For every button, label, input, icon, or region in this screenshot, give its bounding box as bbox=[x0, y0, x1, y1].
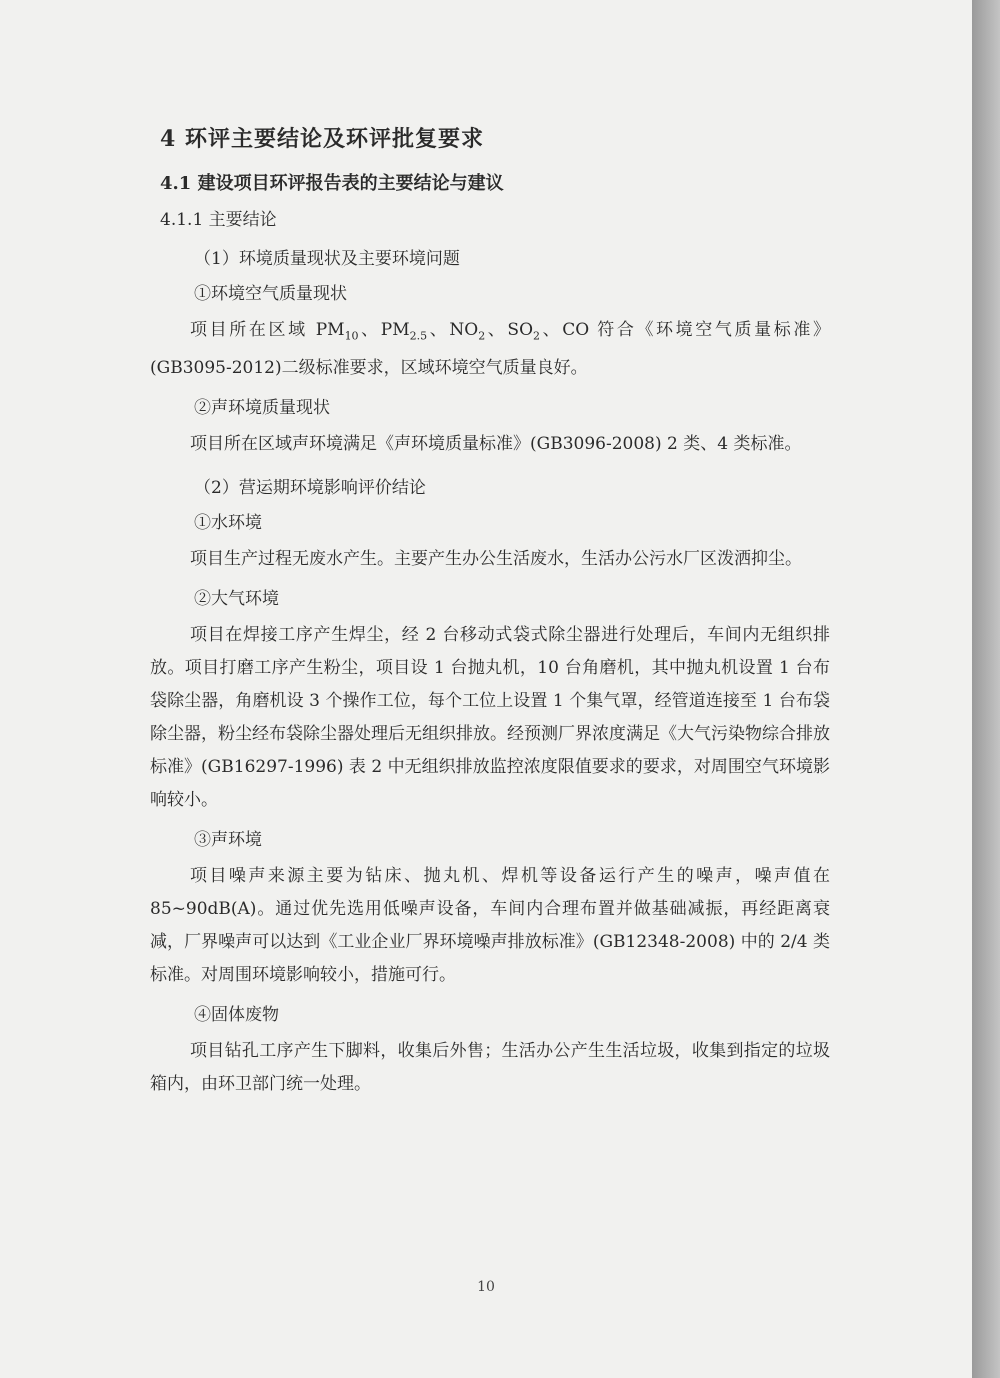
air-text-mid2: 、NO bbox=[427, 320, 479, 340]
chapter-title: 4 环评主要结论及环评批复要求 bbox=[160, 126, 484, 152]
air-text-mid3: 、SO bbox=[485, 320, 534, 340]
water-heading: ①水环境 bbox=[194, 513, 262, 534]
sound-paragraph: 项目噪声来源主要为钻床、抛丸机、焊机等设备运行产生的噪声，噪声值在 85~90dB(A)。通过优先选用低噪声设备，车间内合理布置并做基础减振，再经距离衰减，厂界噪声可以达到《工业企业厂界环境噪声排放标准》(GB12348-2008) 中的 2/4 类标准。对周围环境影响较小，措施可行。 bbox=[150, 866, 830, 986]
solid-waste-heading: ④固体废物 bbox=[194, 1005, 279, 1026]
section-title: 4.1 建设项目环评报告表的主要结论与建议 bbox=[160, 173, 504, 194]
scan-edge-shadow bbox=[972, 0, 1000, 1378]
part1-heading: （1）环境质量现状及主要环境问题 bbox=[194, 249, 460, 269]
page-content bbox=[150, 122, 830, 1109]
noise-quality-paragraph: 项目所在区域声环境满足《声环境质量标准》(GB3096-2008) 2 类、4 类标准。 bbox=[190, 434, 802, 455]
air-text-before: 项目所在区域 PM bbox=[190, 320, 345, 340]
solid-waste-paragraph: 项目钻孔工序产生下脚料，收集后外售；生活办公产生生活垃圾，收集到指定的垃圾箱内，由环卫部门统一处理。 bbox=[150, 1041, 830, 1095]
air-text-mid1: 、PM bbox=[358, 320, 410, 340]
no2-subscript: 2 bbox=[478, 329, 486, 343]
sound-heading: ③声环境 bbox=[194, 830, 262, 851]
subsection-title: 4.1.1 主要结论 bbox=[160, 210, 277, 230]
atmosphere-heading: ②大气环境 bbox=[194, 589, 279, 610]
water-paragraph: 项目生产过程无废水产生。主要产生办公生活废水，生活办公污水厂区泼洒抑尘。 bbox=[190, 549, 802, 570]
air-quality-heading: ①环境空气质量现状 bbox=[194, 284, 347, 304]
air-text-after: 、CO 符合《环境空气质量标准》(GB3095-2012)二级标准要求，区域环境空气质量良好。 bbox=[150, 320, 830, 379]
page-number: 10 bbox=[477, 1279, 495, 1295]
atmosphere-paragraph: 项目在焊接工序产生焊尘，经 2 台移动式袋式除尘器进行处理后，车间内无组织排放。项目打磨工序产生粉尘，项目设 1 台抛丸机，10 台角磨机，其中抛丸机设置 1 台布袋除尘器，角磨机设 3 个操作工位，每个工位上设置 1 个集气罩，经管道连接至 1 台布袋除尘器，粉尘经布袋除尘器处理后无组织排放。经预测厂界浓度满足《大气污染物综合排放标准》(GB16297-1996) 表 2 中无组织排放监控浓度限值要求的要求，对周围空气环境影响较小。 bbox=[150, 625, 830, 811]
air-quality-paragraph bbox=[150, 314, 830, 385]
so2-subscript: 2 bbox=[533, 329, 541, 343]
pm10-subscript: 10 bbox=[344, 329, 359, 343]
part2-heading: （2）营运期环境影响评价结论 bbox=[194, 478, 426, 499]
noise-quality-heading: ②声环境质量现状 bbox=[194, 398, 330, 419]
pm25-subscript: 2.5 bbox=[409, 329, 428, 343]
